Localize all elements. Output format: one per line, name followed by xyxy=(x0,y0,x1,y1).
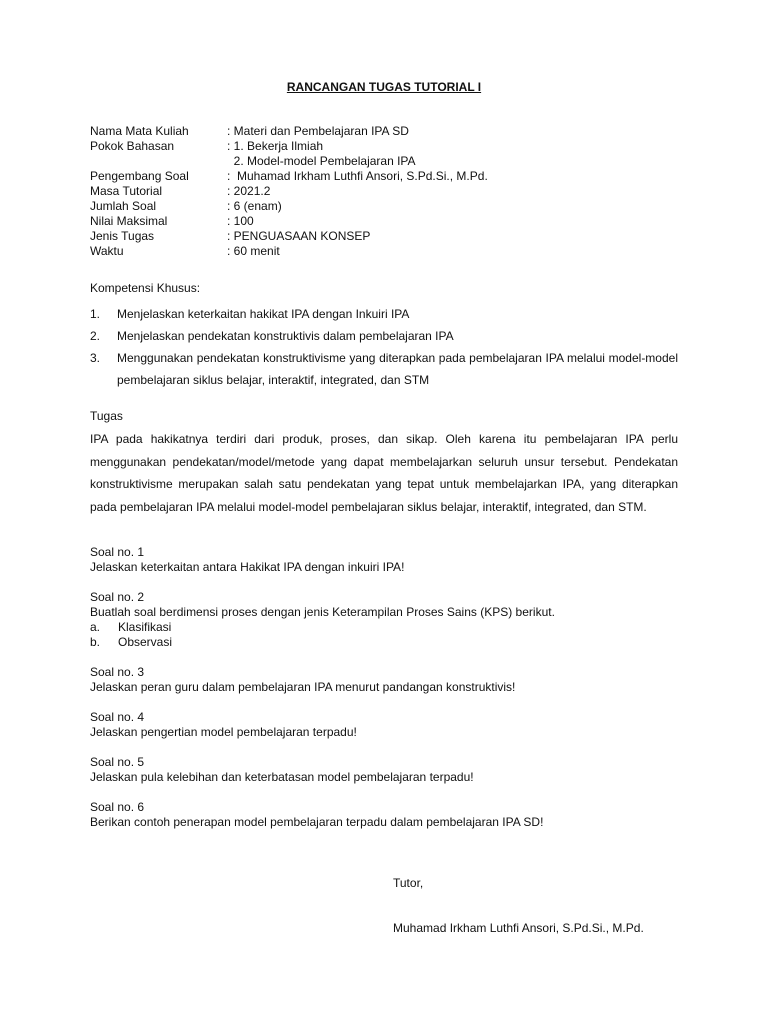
competency-number: 1. xyxy=(90,307,101,321)
info-row xyxy=(90,214,678,229)
question-heading: Soal no. 5 xyxy=(90,755,145,769)
question-block xyxy=(90,665,678,695)
signature-block xyxy=(393,876,644,936)
question-heading: Soal no. 6 xyxy=(90,800,145,814)
question-block xyxy=(90,545,678,575)
info-row xyxy=(90,184,678,199)
competency-text: Menjelaskan keterkaitan hakikat IPA dengan Inkuiri IPA xyxy=(117,307,410,321)
question-text: Jelaskan keterkaitan antara Hakikat IPA dengan inkuiri IPA! xyxy=(90,560,405,574)
signature-name: Muhamad Irkham Luthfi Ansori, S.Pd.Si., M.Pd. xyxy=(393,921,644,935)
competency-list xyxy=(90,303,678,391)
competency-heading: Kompetensi Khusus: xyxy=(90,281,201,295)
info-row xyxy=(90,169,678,184)
info-value: : Muhamad Irkham Luthfi Ansori, S.Pd.Si., M.Pd. xyxy=(227,169,488,183)
info-label: Jumlah Soal xyxy=(90,199,157,213)
question-heading: Soal no. 4 xyxy=(90,710,145,724)
info-row xyxy=(90,199,678,214)
competency-item xyxy=(90,303,678,325)
question-heading: Soal no. 2 xyxy=(90,590,145,604)
question-block xyxy=(90,755,678,785)
info-label: Nama Mata Kuliah xyxy=(90,124,189,138)
info-label xyxy=(90,154,227,169)
course-info-table xyxy=(90,124,678,259)
competency-text: Menjelaskan pendekatan konstruktivis dalam pembelajaran IPA xyxy=(117,329,454,343)
question-text: Buatlah soal berdimensi proses dengan jenis Keterampilan Proses Sains (KPS) berikut. xyxy=(90,605,555,619)
signature-label: Tutor, xyxy=(393,876,424,890)
info-row xyxy=(90,244,678,259)
info-label: Waktu xyxy=(90,244,124,258)
competency-text: Menggunakan pendekatan konstruktivisme yang diterapkan pada pembelajaran IPA melalui model-model pembelajaran siklus belajar, interaktif, integrated, dan STM xyxy=(117,351,678,387)
info-value: : Materi dan Pembelajaran IPA SD xyxy=(227,124,409,138)
info-value: : 60 menit xyxy=(227,244,280,258)
info-value: 2. Model-model Pembelajaran IPA xyxy=(227,154,416,168)
question-subitem xyxy=(90,635,678,650)
competency-number: 2. xyxy=(90,329,101,343)
question-text: Jelaskan peran guru dalam pembelajaran IPA menurut pandangan konstruktivis! xyxy=(90,680,516,694)
competency-item xyxy=(90,347,678,391)
question-text: Jelaskan pula kelebihan dan keterbatasan model pembelajaran terpadu! xyxy=(90,770,474,784)
subitem-text: Klasifikasi xyxy=(118,620,172,634)
subitem-letter: b. xyxy=(90,635,101,649)
info-value: : PENGUASAAN KONSEP xyxy=(227,229,371,243)
info-value: : 6 (enam) xyxy=(227,199,282,213)
info-label: Pokok Bahasan xyxy=(90,139,175,153)
question-subitem xyxy=(90,620,678,635)
info-label: Pengembang Soal xyxy=(90,169,189,183)
task-description: IPA pada hakikatnya terdiri dari produk, proses, dan sikap. Oleh karena itu pembelajaran IPA perlu menggunakan pendekatan/model/metode yang dapat membelajarkan seluruh unsur tersebut. Pendekatan konstruktivisme merupakan salah satu pendekatan yang tepat untuk membelajarkan IPA, yang diterapkan pada pembelajaran IPA melalui model-model pembelajaran siklus belajar, interaktif, integrated, dan STM. xyxy=(90,432,678,514)
info-row xyxy=(90,139,678,154)
subitem-letter: a. xyxy=(90,620,101,634)
competency-item xyxy=(90,325,678,347)
info-value: : 2021.2 xyxy=(227,184,271,198)
task-heading: Tugas xyxy=(90,409,123,423)
info-row xyxy=(90,154,678,169)
question-block xyxy=(90,710,678,740)
info-label: Nilai Maksimal xyxy=(90,214,168,228)
info-row xyxy=(90,124,678,139)
question-block xyxy=(90,590,678,650)
document-title: RANCANGAN TUGAS TUTORIAL I xyxy=(286,80,482,94)
info-label: Jenis Tugas xyxy=(90,229,155,243)
question-heading: Soal no. 1 xyxy=(90,545,145,559)
competency-number: 3. xyxy=(90,351,101,365)
question-block xyxy=(90,800,678,830)
info-row xyxy=(90,229,678,244)
question-text: Jelaskan pengertian model pembelajaran terpadu! xyxy=(90,725,357,739)
info-label: Masa Tutorial xyxy=(90,184,163,198)
subitem-text: Observasi xyxy=(118,635,173,649)
question-list xyxy=(90,545,678,845)
info-value: : 1. Bekerja Ilmiah xyxy=(227,139,324,153)
question-heading: Soal no. 3 xyxy=(90,665,145,679)
info-value: : 100 xyxy=(227,214,254,228)
question-text: Berikan contoh penerapan model pembelajaran terpadu dalam pembelajaran IPA SD! xyxy=(90,815,544,829)
